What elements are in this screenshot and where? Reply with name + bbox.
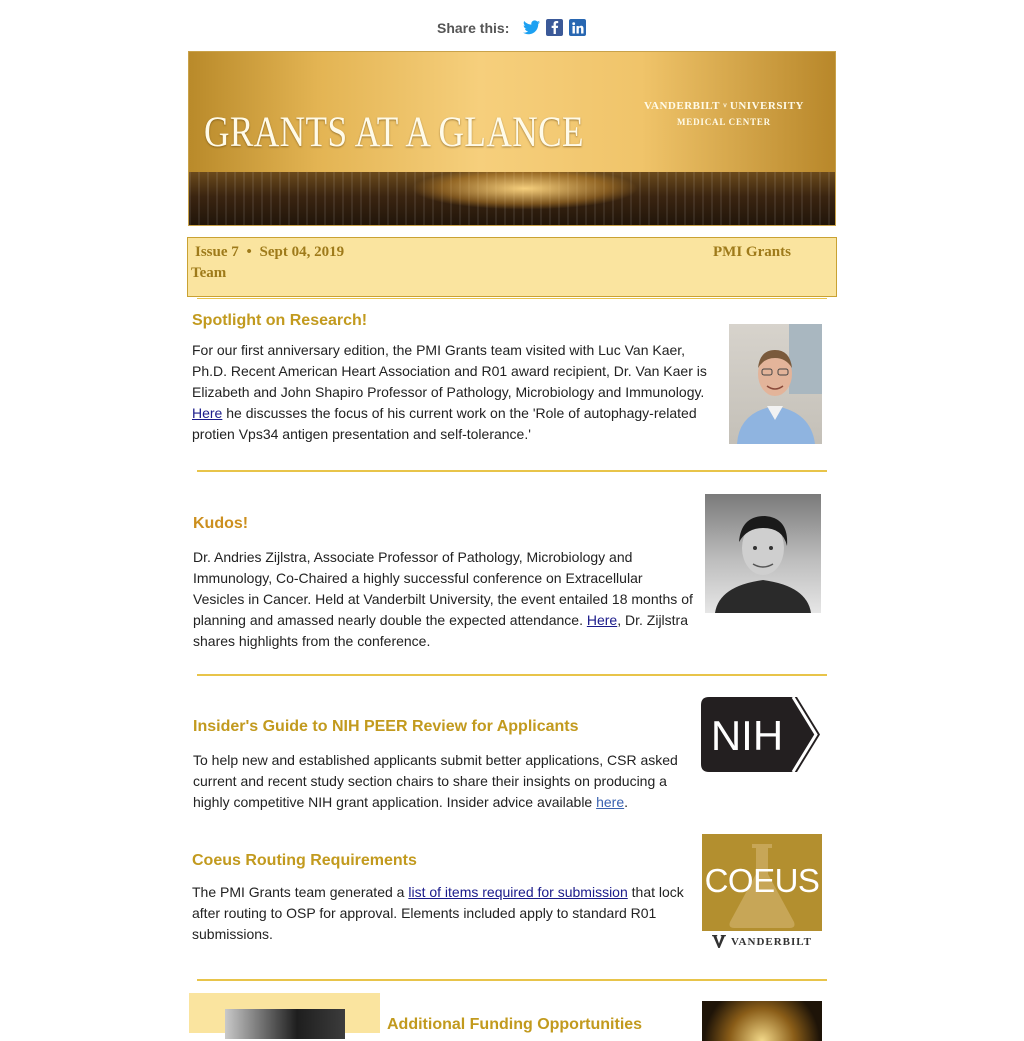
kudos-here-link[interactable]: Here (586, 612, 618, 628)
spotlight-here-link[interactable]: Here (192, 405, 223, 421)
facebook-share-button[interactable] (546, 19, 563, 36)
kudos-text-a: Dr. Andries Zijlstra, Associate Professor of Pathology, Microbiology and Immunology, Co-Chaired a highly successful conference on Extracellular Vesicles in Cancer. Held at Vanderbilt University, the event entailed 18 months of planning and amassed nearly double the expected attendance. (193, 549, 693, 628)
coeus-logo-text: COEUS (704, 862, 820, 899)
kudos-text-b: , Dr. Zijlstra shares highlights from the conference. (193, 612, 688, 649)
twitter-share-button[interactable] (523, 19, 540, 36)
coeus-text-b: that lock after routing to OSP for approval. Elements included apply to standard R01 submissions. (192, 884, 684, 942)
nih-logo (701, 697, 821, 772)
linkedin-share-button[interactable] (569, 19, 586, 36)
kudos-text (193, 547, 693, 652)
coeus-vanderbilt-brand (702, 935, 822, 948)
coeus-heading: Coeus Routing Requirements (192, 852, 417, 869)
linkedin-icon (572, 22, 584, 34)
spotlight-text-a: For our first anniversary edition, the PMI Grants team visited with Luc Van Kaer, Ph.D. Recent American Heart Association and R01 award recipient, Dr. Van Kaer is Elizabeth and John Shapiro Professor of Pathology, Microbiology and Immunology. (192, 342, 707, 400)
insider-guide-heading: Insider's Guide to NIH PEER Review for Applicants (193, 718, 579, 735)
vanderbilt-logo (644, 98, 804, 127)
funding-image-box (189, 993, 380, 1033)
issue-team-label-cont: Team (191, 265, 227, 281)
divider (197, 979, 827, 981)
issue-team-label: PMI Grants (713, 244, 791, 260)
banner-title: GRANTS AT A GLANCE (204, 109, 584, 156)
coeus-brand-text: VANDERBILT (731, 935, 812, 948)
funding-image (225, 1009, 345, 1039)
coeus-logo-square (702, 834, 822, 931)
issue-meta (195, 244, 344, 261)
spotlight-text (192, 340, 712, 445)
insider-here-link[interactable]: here (596, 794, 625, 810)
issue-number: Issue 7 (195, 244, 239, 260)
insider-guide-text (193, 750, 693, 813)
vanderbilt-v-icon (723, 98, 727, 113)
newsletter-banner (188, 51, 836, 226)
funding-heading: Additional Funding Opportunities (387, 1016, 643, 1033)
issue-date: Sept 04, 2019 (259, 244, 345, 260)
share-label: Share this: (437, 19, 510, 36)
funding-photo (702, 1001, 822, 1041)
twitter-icon (523, 20, 540, 35)
coeus-text-a: The PMI Grants team generated a (192, 884, 409, 900)
nih-logo-text: NIH (710, 712, 784, 759)
issue-bullet: • (246, 244, 252, 260)
luc-van-kaer-photo (729, 324, 822, 444)
divider (197, 298, 827, 299)
spotlight-text-b: he discusses the focus of his current work on the 'Role of autophagy-related protien Vps34 antigen presentation and self-tolerance.' (192, 405, 697, 442)
coeus-logo (702, 834, 822, 951)
coeus-list-link[interactable]: list of items required for submission (408, 884, 628, 900)
brand-medical-center: MEDICAL CENTER (677, 117, 771, 127)
spotlight-heading: Spotlight on Research! (192, 312, 368, 329)
andries-zijlstra-photo (705, 494, 821, 613)
brand-university: UNIVERSITY (729, 99, 804, 112)
divider (197, 470, 827, 472)
issue-info-box (187, 237, 837, 297)
divider (197, 674, 827, 676)
kudos-heading: Kudos! (193, 515, 249, 532)
vanderbilt-v-icon (712, 935, 726, 948)
facebook-icon (549, 21, 560, 34)
insider-text-a: To help new and established applicants submit better applications, CSR asked current and recent study section chairs to share their insights on producing a highly competitive NIH grant application. Insider advice available (193, 752, 678, 810)
insider-text-b: . (624, 794, 629, 810)
brand-vanderbilt: VANDERBILT (644, 99, 720, 112)
share-bar (437, 19, 586, 36)
banner-city-lights (189, 172, 835, 226)
coeus-text (192, 882, 692, 945)
